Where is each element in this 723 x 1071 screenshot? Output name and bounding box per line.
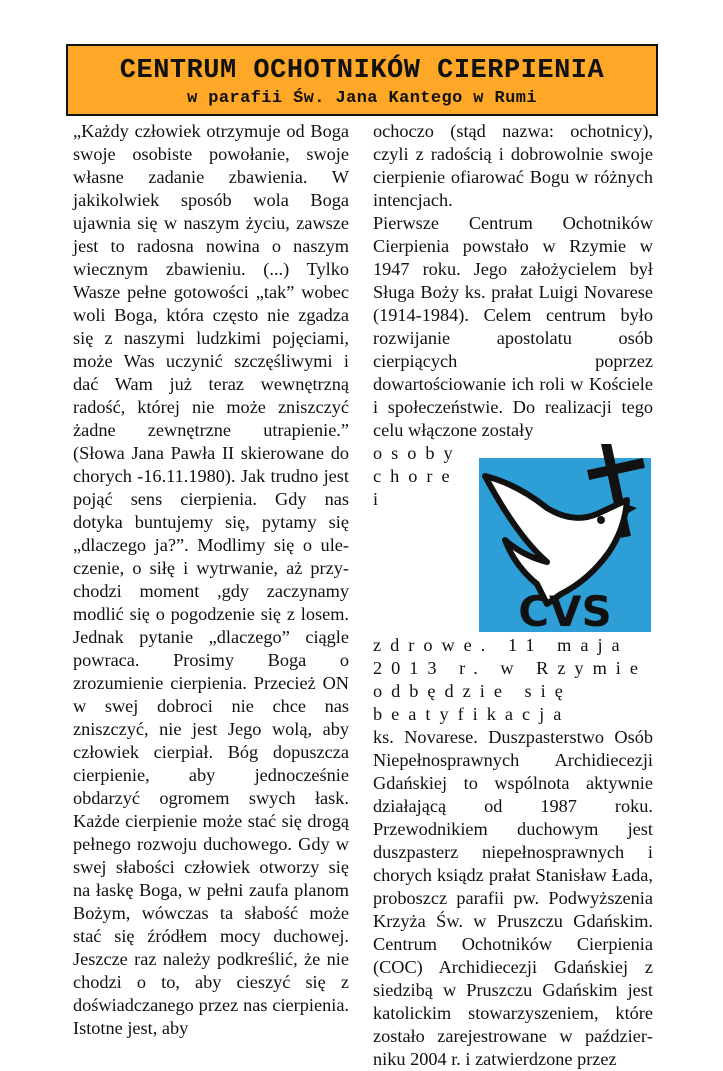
logo-text: CVS (518, 587, 612, 634)
header-banner (66, 44, 658, 116)
right-column-history: Pierwsze Centrum Ochotników Cierpienia powstało w Rzymie w 1947 roku. Jego założycielem był Sługa Boży ks. prałat Luigi Novarese (1914-1984). Celem centrum było rozwijanie apostolatu osób cierpiących poprzez dowartościowanie ich roli w Kościele i społeczeństwie. Do realizacji tego celu włączone zostały (373, 213, 653, 440)
right-column (373, 120, 653, 1071)
left-column (73, 120, 349, 1040)
page-title: CENTRUM OCHOTNIKÓW CIERPIENIA (119, 56, 605, 86)
right-column-wrap-text: osoby chore i zdrowe. 11 maja 2013 r. w Rzymie odbędzie się beatyfikacja (373, 443, 647, 724)
right-column-intro: ochoczo (stąd nazwa: ochotnicy), czyli z radością i dobrowolnie swoje cierpienie ofiarować Bogu w różnych intencjach. (373, 121, 653, 210)
left-column-text: „Każdy człowiek otrzymuje od Boga swoje osobiste powołanie, swoje własne zadanie zbawienia. W jakikolwiek sposób wola Boga ujawnia się w naszym życiu, zawsze jest to radosna nowina o naszym wiecznym zbawieniu. (...) Tylko Wasze pełne gotowości „tak” wobec woli Boga, która często nie zgadza się z naszymi ludzkimi pojęciami, może Was uczynić szczęśliwymi i dać Wam już teraz wewnętrzną radość, której nie może zniszczyć żadne zewnętrzne utrapienie.” (Słowa Jana Pawła II skierowane do chorych -16.11.1980). Jak trudno jest pojąć sens cierpienia. Gdy nas dotyka buntujemy się, pytamy się „dlaczego ja?”. Modlimy się o uleczenie, o siłę i wytrwanie, aż przychodzi moment ,gdy zaczynamy modlić się o pogodzenie się z losem. Jednak pytanie „dlaczego” ciągle powraca. Prosimy Boga o zrozumienie cierpienia. Przecież ON w swej dobroci nie chce nas zniszczyć, nie jest Jego wolą, aby człowiek cierpiał. Bóg dopuszcza cierpienie, aby jednocześnie obdarzyć ogromem swych łask. Każde cierpienie może stać się drogą pełnego rozwoju duchowego. Gdy w swej słabości człowiek otworzy się na łaskę Boga, w pełni zaufa planom Bożym, wówczas ta słabość może stać się źródłem mocy duchowej. Jeszcze raz należy podkreślić, że nie chodzi o to, aby cieszyć się z doświadczanego przez nas cierpienia. Istotne jest, aby (73, 121, 349, 1038)
cvs-dove-cross-icon (477, 444, 653, 634)
page-subtitle: w parafii Św. Jana Kantego w Rumi (187, 89, 537, 108)
cvs-logo (477, 444, 653, 634)
right-column-continued: ks. Novarese. Duszpasterstwo Osób Niepełnosprawnych Archidiecezji Gdańskiej to wspólnota aktywnie działającą od 1987 roku. Przewodnikiem duchowym jest duszpasterz niepełnosprawnych i chorych ksiądz prałat Stanisław Łada, proboszcz parafii pw. Podwyższenia Krzyża Św. w Pruszczu Gdańskim. Centrum Ochotników Cierpienia (COC) Archidiecezji Gdańskiej z siedzibą w Pruszczu Gdańskim jest katolickim stowarzyszeniem, które zostało zarejestrowane w październiku 2004 r. i zatwierdzone przez (373, 727, 653, 1069)
